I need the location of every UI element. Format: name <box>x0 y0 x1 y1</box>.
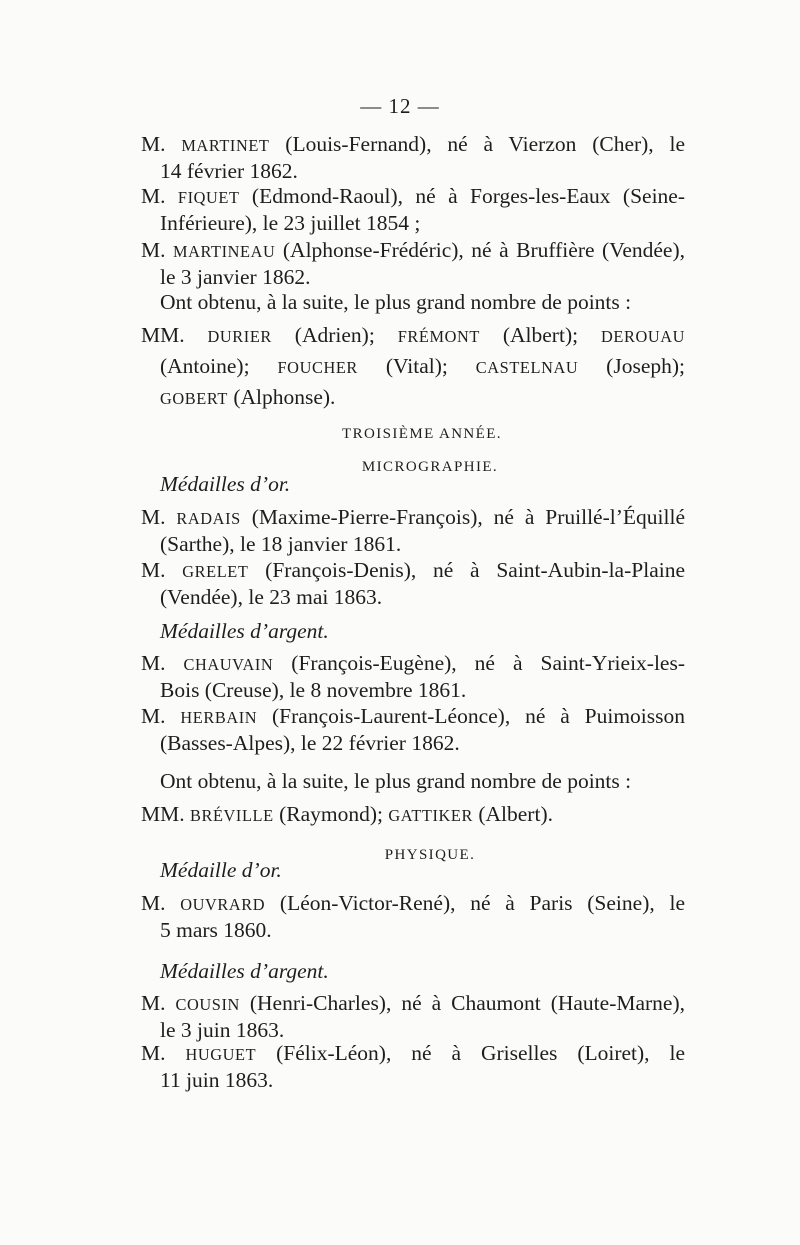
text-run: (Antoine); <box>160 354 278 378</box>
entry-prefix: M. <box>141 184 178 208</box>
entry-prefix: M. <box>141 505 177 529</box>
page-number: — 12 — <box>360 94 440 118</box>
entry-prefix: M. <box>141 1041 186 1065</box>
text-run: (Vital); <box>357 354 476 378</box>
medailles-or-heading: Médailles d’or. <box>160 472 291 496</box>
entry-line-1 <box>141 1040 685 1068</box>
ont-obtenu-line-1: Ont obtenu, à la suite, le plus grand nombre de points : <box>160 290 632 314</box>
entry-details: (Edmond-Raoul), né à Forges-les-Eaux (Seine- <box>239 184 685 208</box>
entry-line-1 <box>141 557 685 585</box>
medailles-argent-heading: Médailles d’argent. <box>160 619 329 643</box>
surname: FRÉMONT <box>397 327 480 346</box>
section-troisieme-annee: TROISIÈME ANNÉE. <box>342 426 502 442</box>
text-run: (Alphonse). <box>227 385 336 409</box>
entry-surname: COUSIN <box>175 995 240 1014</box>
entry-surname: HERBAIN <box>180 708 258 727</box>
entry-surname: HUGUET <box>185 1045 257 1064</box>
entry-prefix: M. <box>141 558 183 582</box>
text-run: (Raymond); <box>273 802 389 826</box>
text-run: (Joseph); <box>578 354 685 378</box>
mm1-line-2 <box>160 353 685 381</box>
surname: GOBERT <box>160 389 228 408</box>
entry-line-1 <box>141 504 685 532</box>
entry-prefix: M. <box>141 132 182 156</box>
entry-line-2: (Vendée), le 23 mai 1863. <box>160 585 383 609</box>
entry-prefix: M. <box>141 704 181 728</box>
entry-line-2: (Sarthe), le 18 janvier 1861. <box>160 532 402 556</box>
mm2-line <box>141 801 553 829</box>
entry-line-2: Bois (Creuse), le 8 novembre 1861. <box>160 678 467 702</box>
entry-details: (Alphonse-Frédéric), né à Bruffière (Vendée), <box>275 238 685 262</box>
surname: DURIER <box>207 327 272 346</box>
medaille-or-heading: Médaille d’or. <box>160 858 282 882</box>
entry-surname: OUVRARD <box>180 895 266 914</box>
entry-line-1 <box>141 990 685 1018</box>
entry-details: (François-Eugène), né à Saint-Yrieix-les- <box>273 651 685 675</box>
entry-details: (Henri-Charles), né à Chaumont (Haute-Marne), <box>239 991 685 1015</box>
text-run: (Albert); <box>479 323 601 347</box>
ont-obtenu-line-2: Ont obtenu, à la suite, le plus grand nombre de points : <box>160 769 632 793</box>
surname: FOUCHER <box>277 358 358 377</box>
entry-line-1 <box>141 703 685 731</box>
entry-line-1 <box>141 183 685 211</box>
entry-prefix: M. <box>141 238 173 262</box>
entry-prefix: M. <box>141 651 184 675</box>
entry-details: (François-Denis), né à Saint-Aubin-la-Plaine <box>248 558 685 582</box>
entry-surname: MARTINEAU <box>173 242 276 261</box>
entry-prefix: M. <box>141 891 181 915</box>
entry-surname: FIQUET <box>177 188 240 207</box>
entry-details: (Louis-Fernand), né à Vierzon (Cher), le <box>269 132 686 156</box>
entry-surname: MARTINET <box>181 136 270 155</box>
entry-prefix: M. <box>141 991 176 1015</box>
entry-details: (Félix-Léon), né à Griselles (Loiret), le <box>256 1041 685 1065</box>
mm1-line-3 <box>160 384 335 412</box>
entry-surname: CHAUVAIN <box>183 655 274 674</box>
surname: GATTIKER <box>388 806 473 825</box>
entry-details: (François-Laurent-Léonce), né à Puimoisson <box>257 704 685 728</box>
entry-surname: RADAIS <box>176 509 241 528</box>
entry-line-1 <box>141 650 685 678</box>
section-physique: PHYSIQUE. <box>384 847 476 863</box>
entry-details: (Maxime-Pierre-François), né à Pruillé-l’Équillé <box>240 505 685 529</box>
entry-line-2: 11 juin 1863. <box>160 1068 274 1092</box>
medailles-argent-heading-2: Médailles d’argent. <box>160 959 329 983</box>
surname: CASTELNAU <box>475 358 579 377</box>
section-micrographie: MICROGRAPHIE. <box>361 459 499 475</box>
text-run: (Albert). <box>472 802 553 826</box>
entry-details: (Léon-Victor-René), né à Paris (Seine), le <box>265 891 685 915</box>
mm1-line-1 <box>141 322 685 350</box>
entry-line-2: (Basses-Alpes), le 22 février 1862. <box>160 731 460 755</box>
text-run: MM. <box>141 802 190 826</box>
entry-line-2: 14 février 1862. <box>160 159 298 183</box>
entry-line-1 <box>141 131 685 159</box>
entry-line-2: le 3 juin 1863. <box>160 1018 285 1042</box>
surname: DEROUAU <box>600 327 686 346</box>
surname: BRÉVILLE <box>189 806 274 825</box>
text-run: (Adrien); <box>271 323 398 347</box>
entry-line-2: le 3 janvier 1862. <box>160 265 311 289</box>
entry-line-1 <box>141 237 685 265</box>
entry-line-2: Inférieure), le 23 juillet 1854 ; <box>160 211 421 235</box>
entry-line-2: 5 mars 1860. <box>160 918 272 942</box>
text-run: MM. <box>141 323 208 347</box>
entry-surname: GRELET <box>182 562 249 581</box>
entry-line-1 <box>141 890 685 918</box>
